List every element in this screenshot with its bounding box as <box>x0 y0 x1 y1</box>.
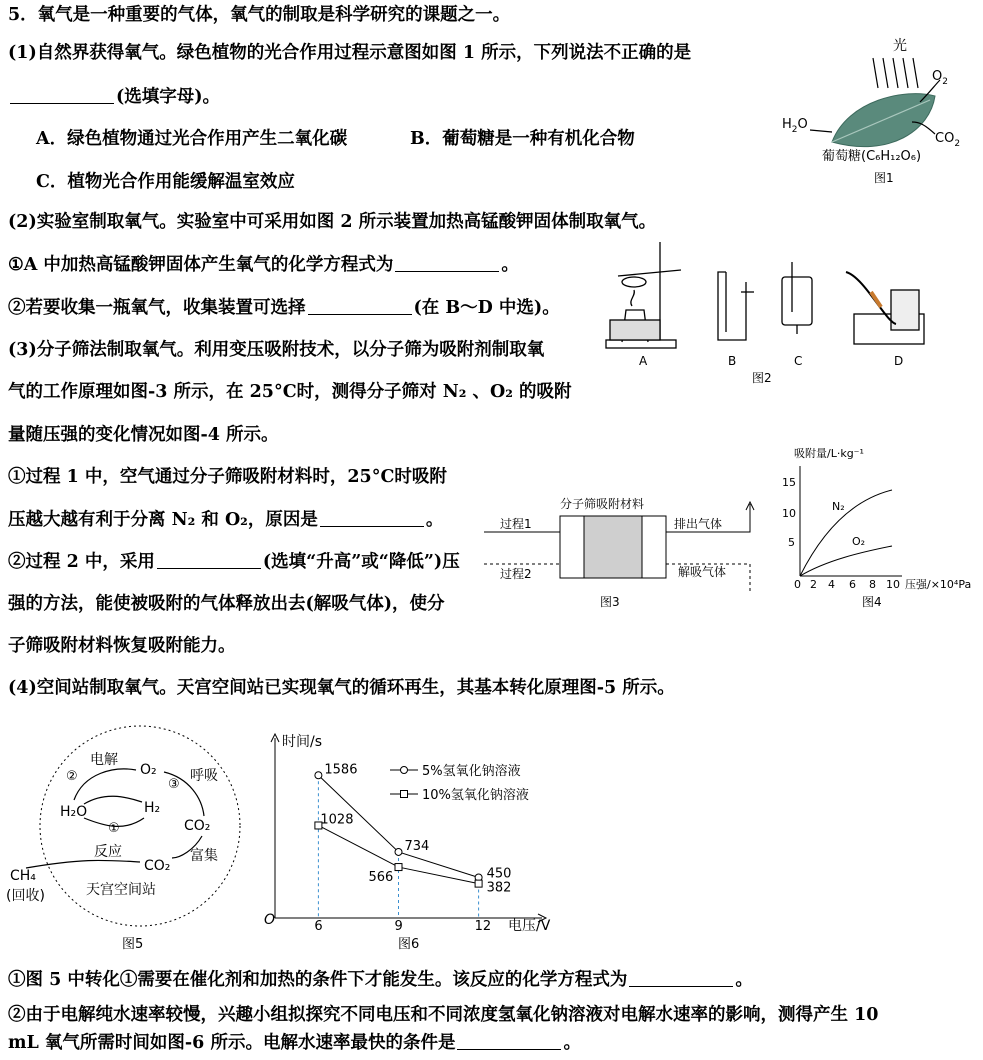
legend-label-0: 5%氢氧化钠溶液 <box>422 764 521 779</box>
point-s0-0 <box>315 772 322 779</box>
answer-blank-2[interactable] <box>395 253 499 272</box>
question-title: 5．氧气是一种重要的气体，氧气的制取是科学研究的课题之一。 <box>8 5 511 25</box>
recycle-label: (回收) <box>6 888 45 904</box>
figure-2-apparatus <box>596 232 976 387</box>
y-axis-label: 时间/s <box>282 734 323 750</box>
part4-q1: ①图 5 中转化①需要在催化剂和加热的条件下才能发生。该反应的化学方程式为 。 <box>8 970 753 990</box>
o2-node: O₂ <box>140 762 157 778</box>
option-b: B．葡萄糖是一种有机化合物 <box>410 129 635 149</box>
fig4-ytick-15: 15 <box>782 476 796 489</box>
figure-2-caption: 图2 <box>752 371 772 385</box>
data-label-s1-2: 382 <box>486 880 512 896</box>
legend-marker-1 <box>401 791 408 798</box>
data-label-s1-0: 1028 <box>320 812 354 828</box>
part3-line1: (3)分子筛法制取氧气。利用变压吸附技术，以分子筛为吸附剂制取氧 <box>8 340 545 360</box>
part3-q2-line2: 强的方法，能使被吸附的气体释放出去(解吸气体)，使分 <box>8 594 445 614</box>
n2-label: N₂ <box>832 500 845 513</box>
answer-blank-6[interactable] <box>629 968 733 987</box>
apparatus-b <box>718 272 754 340</box>
o2-label: $O_2$ <box>932 69 948 87</box>
answer-blank-7[interactable] <box>457 1031 561 1050</box>
part1-answer-line <box>8 85 220 109</box>
x-tick-9: 9 <box>394 919 403 934</box>
electrolysis-label: 电解 <box>90 752 118 768</box>
fig4-xlabel: 压强/×10⁴Pa <box>905 578 972 591</box>
apparatus-a <box>606 242 681 348</box>
n2-curve <box>800 490 892 576</box>
answer-blank-3[interactable] <box>308 296 412 315</box>
station-label: 天宫空间站 <box>86 882 156 898</box>
figure-1-photosynthesis <box>770 30 975 195</box>
part3-q2-line1: ②过程 2 中，采用 (选填“升高”或“降低”)压 <box>8 552 460 572</box>
figure-5-cycle <box>4 718 244 953</box>
label-a: A <box>639 354 648 368</box>
fig4-xtick-8: 8 <box>869 578 876 591</box>
h2o-arrow-icon <box>810 130 832 132</box>
part4-q2-line1: ②由于电解纯水速率较慢，兴趣小组拟探究不同电压和不同浓度氢氧化钠溶液对电解水速率的影响，测得产生 10 <box>8 1005 879 1025</box>
part3-q1-line2: 压越大越有利于分离 N₂ 和 O₂，原因是 。 <box>8 510 444 530</box>
part3-line3: 量随压强的变化情况如图-4 所示。 <box>8 425 279 445</box>
answer-blank-5[interactable] <box>157 550 261 569</box>
reaction-label: 反应 <box>94 844 122 860</box>
answer-blank-4[interactable] <box>320 508 424 527</box>
figure-4-caption: 图4 <box>862 595 882 609</box>
part2-q1: ①A 中加热高锰酸钾固体产生氧气的化学方程式为 。 <box>8 255 519 275</box>
data-label-s1-1: 566 <box>368 870 394 886</box>
sieve-material <box>584 516 642 578</box>
apparatus-c <box>782 262 812 334</box>
exhaust-label: 排出气体 <box>674 517 723 531</box>
o2-curve <box>800 546 892 576</box>
step-2-label: ② <box>66 769 78 784</box>
x-axis-label: 电压/V <box>508 918 551 934</box>
fig4-ytick-10: 10 <box>782 507 796 520</box>
figure-6-chart <box>260 728 580 953</box>
fig4-ytick-5: 5 <box>788 536 795 549</box>
part2-intro: (2)实验室制取氧气。实验室中可采用如图 2 所示装置加热高锰酸钾固体制取氧气。 <box>8 212 657 232</box>
step-1-label: ① <box>108 821 120 836</box>
desorb-label: 解吸气体 <box>678 565 727 579</box>
enrich-label: 富集 <box>190 848 218 864</box>
point-s1-2 <box>475 880 482 887</box>
label-c: C <box>794 354 803 368</box>
data-label-s0-1: 734 <box>404 838 430 854</box>
h2-node: H₂ <box>144 800 161 816</box>
light-label: 光 <box>893 38 907 54</box>
part3-q1-line1: ①过程 1 中，空气通过分子筛吸附材料时，25°C时吸附 <box>8 467 447 487</box>
chart-legend <box>390 763 529 803</box>
part3-line2: 气的工作原理如图-3 所示，在 25°C时，测得分子筛对 N₂ 、O₂ 的吸附 <box>8 382 572 402</box>
fig4-xtick-2: 2 <box>810 578 817 591</box>
figure-6-caption: 图6 <box>398 937 420 952</box>
figure-3-sieve <box>478 490 768 615</box>
part3-q2-line3: 子筛吸附材料恢复吸附能力。 <box>8 636 236 656</box>
data-label-s0-2: 450 <box>486 866 512 882</box>
figure-4-adsorption <box>782 442 982 612</box>
part4-intro: (4)空间站制取氧气。天宫空间站已实现氧气的循环再生，其基本转化原理图-5 所示。 <box>8 678 675 698</box>
sieve-material-label: 分子筛吸附材料 <box>560 497 645 511</box>
step-3-label: ③ <box>168 777 180 792</box>
h2o-label: $H_2O$ <box>782 117 808 135</box>
part1-intro: (1)自然界获得氧气。绿色植物的光合作用过程示意图如图 1 所示，下列说法不正确的是 <box>8 43 692 63</box>
option-a: A．绿色植物通过光合作用产生二氧化碳 <box>36 129 348 149</box>
fig4-xtick-6: 6 <box>849 578 856 591</box>
x-tick-6: 6 <box>314 919 323 934</box>
point-s0-1 <box>395 848 402 855</box>
fig4-ytick-0: 0 <box>794 578 801 591</box>
figure-5-caption: 图5 <box>122 937 144 952</box>
breathe-label: 呼吸 <box>190 768 218 784</box>
legend-marker-0 <box>401 767 408 774</box>
process-2-label: 过程2 <box>500 567 532 581</box>
x-tick-12: 12 <box>474 919 492 934</box>
o2-label-fig4: O₂ <box>852 535 866 548</box>
co2-node-a: CO₂ <box>184 818 211 834</box>
fig4-xtick-10: 10 <box>886 578 900 591</box>
label-b: B <box>728 354 737 368</box>
part4-q2-line2: mL 氧气所需时间如图-6 所示。电解水速率最快的条件是 。 <box>8 1033 581 1053</box>
process-1-label: 过程1 <box>500 517 532 531</box>
answer-blank-1[interactable] <box>10 85 114 104</box>
light-arrows-icon <box>873 58 918 88</box>
part2-q2: ②若要收集一瓶氧气，收集装置可选择 (在 B～D 中选)。 <box>8 298 560 318</box>
fig4-ylabel: 吸附量/L·kg⁻¹ <box>794 447 864 460</box>
co2-label: $CO_2$ <box>935 131 961 149</box>
glucose-label: 葡萄糖(C₆H₁₂O₆) <box>822 149 922 164</box>
figure-1-caption: 图1 <box>874 171 894 185</box>
label-d: D <box>894 354 904 368</box>
co2-node-b: CO₂ <box>144 858 171 874</box>
ch4-label: CH₄ <box>10 868 36 884</box>
h2o-node: H₂O <box>60 804 88 820</box>
legend-label-1: 10%氢氧化钠溶液 <box>422 788 529 803</box>
origin-label: O <box>264 912 276 928</box>
figure-3-caption: 图3 <box>600 595 620 609</box>
apparatus-d <box>846 272 924 344</box>
point-s1-1 <box>395 864 402 871</box>
part1-hint: (选填字母)。 <box>116 87 221 107</box>
fig4-xtick-4: 4 <box>828 578 835 591</box>
data-label-s0-0: 1586 <box>324 762 358 778</box>
option-c: C．植物光合作用能缓解温室效应 <box>36 172 295 192</box>
